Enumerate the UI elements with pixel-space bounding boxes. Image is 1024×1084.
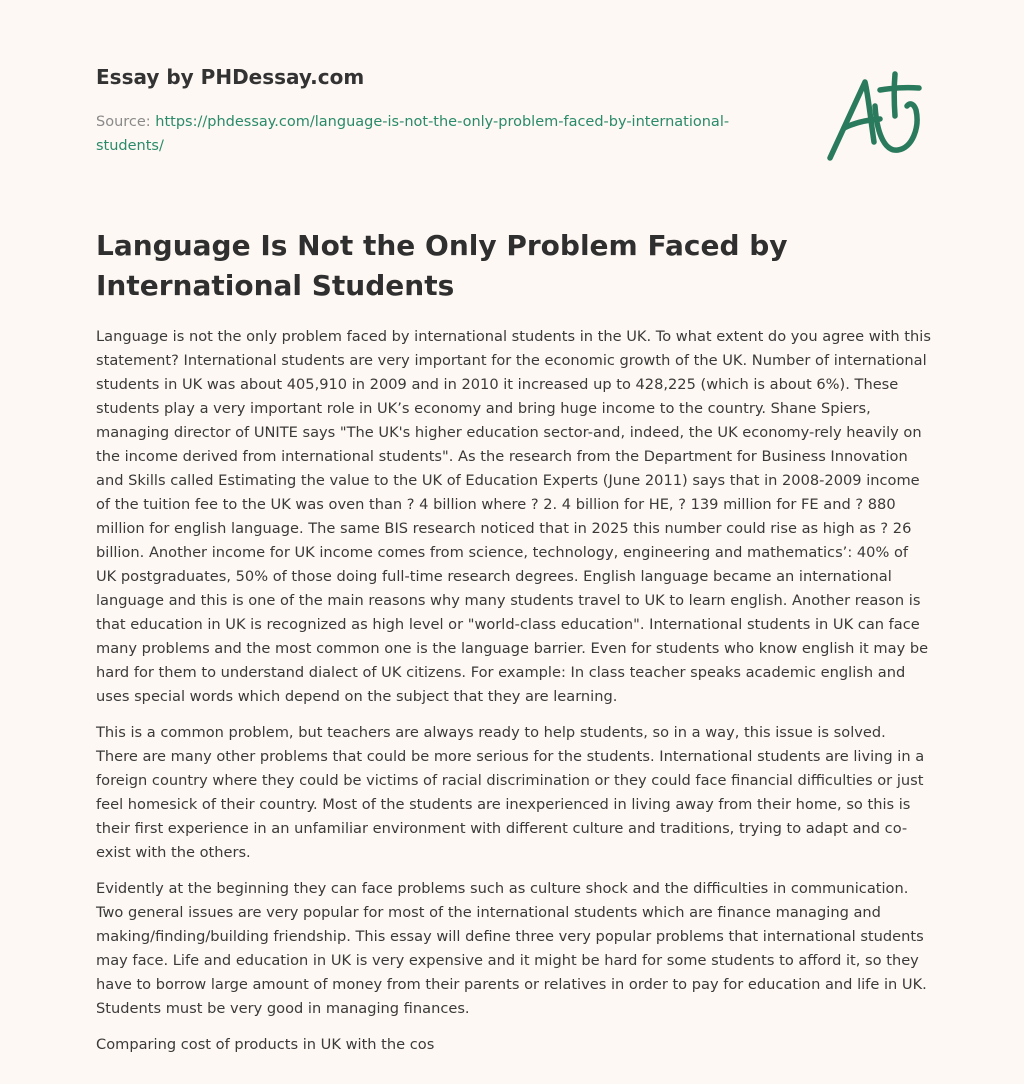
a-plus-logo-icon (822, 66, 926, 164)
essay-paragraph: Evidently at the beginning they can face problems such as culture shock and the difficulties in communication. Two general issues are very popular for most of the international students which are finance managing and making/finding/building friendship. This essay will define three very popular problems that international students may face. Life and education in UK is very expensive and it might be hard for some students to afford it, so they have to borrow large amount of money from their parents or relatives in order to pay for education and life in UK. Students must be very good in managing finances. (96, 880, 927, 1017)
essay-paragraph: Comparing cost of products in UK with the cos (96, 1036, 435, 1053)
essay-body (96, 325, 932, 1069)
source-link[interactable]: https://phdessay.com/language-is-not-the-only-problem-faced-by-international-students/ (96, 114, 730, 154)
essay-paragraph: Language is not the only problem faced by international students in the UK. To what extent do you agree with this statement? International students are very important for the economic growth of the UK. Number of international students in UK was about 405,910 in 2009 and in 2010 it increased up to 428,225 (which is about 6%). These students play a very important role in UK’s economy and bring huge income to the country. Shane Spiers, managing director of UNITE says "The UK's higher education sector-and, indeed, the UK economy-rely heavily on the income derived from international students". As the research from the Department for Business Innovation and Skills called Estimating the value to the UK of Education Experts (June 2011) says that in 2008-2009 income of the tuition fee to the UK was oven than ? 4 billion where ? 2. 4 billion for HE, ? 139 million for FE and ? 880 million for english language. The same BIS research noticed that in 2025 this number could rise as high as ? 26 billion. Another income for UK income comes from science, technology, engineering and mathematics’: 40% of UK postgraduates, 50% of those doing full-time research degrees. English language became an international language and this is one of the main reasons why many students travel to UK to learn english. Another reason is that education in UK is recognized as high level or "world-class education". International students in UK can face many problems and the most common one is the language barrier. Even for students who know english it may be hard for them to understand dialect of UK citizens. For example: In class teacher speaks academic english and uses special words which depend on the subject that they are learning. (96, 328, 931, 705)
site-brand: Essay by PHDessay.com (96, 65, 365, 89)
essay-title: Language Is Not the Only Problem Faced by International Students (96, 229, 788, 302)
source-label: Source: (96, 114, 151, 130)
essay-paragraph: This is a common problem, but teachers are always ready to help students, so in a way, this issue is solved. There are many other problems that could be more serious for the students. International students are living in a foreign country where they could be victims of racial discrimination or they could face financial difficulties or just feel homesick of their country. Most of the students are inexperienced in living away from their home, so this is their first experience in an unfamiliar environment with different culture and traditions, trying to adapt and co-exist with the others. (96, 724, 925, 861)
source-line (96, 110, 776, 158)
site-header (96, 62, 776, 158)
